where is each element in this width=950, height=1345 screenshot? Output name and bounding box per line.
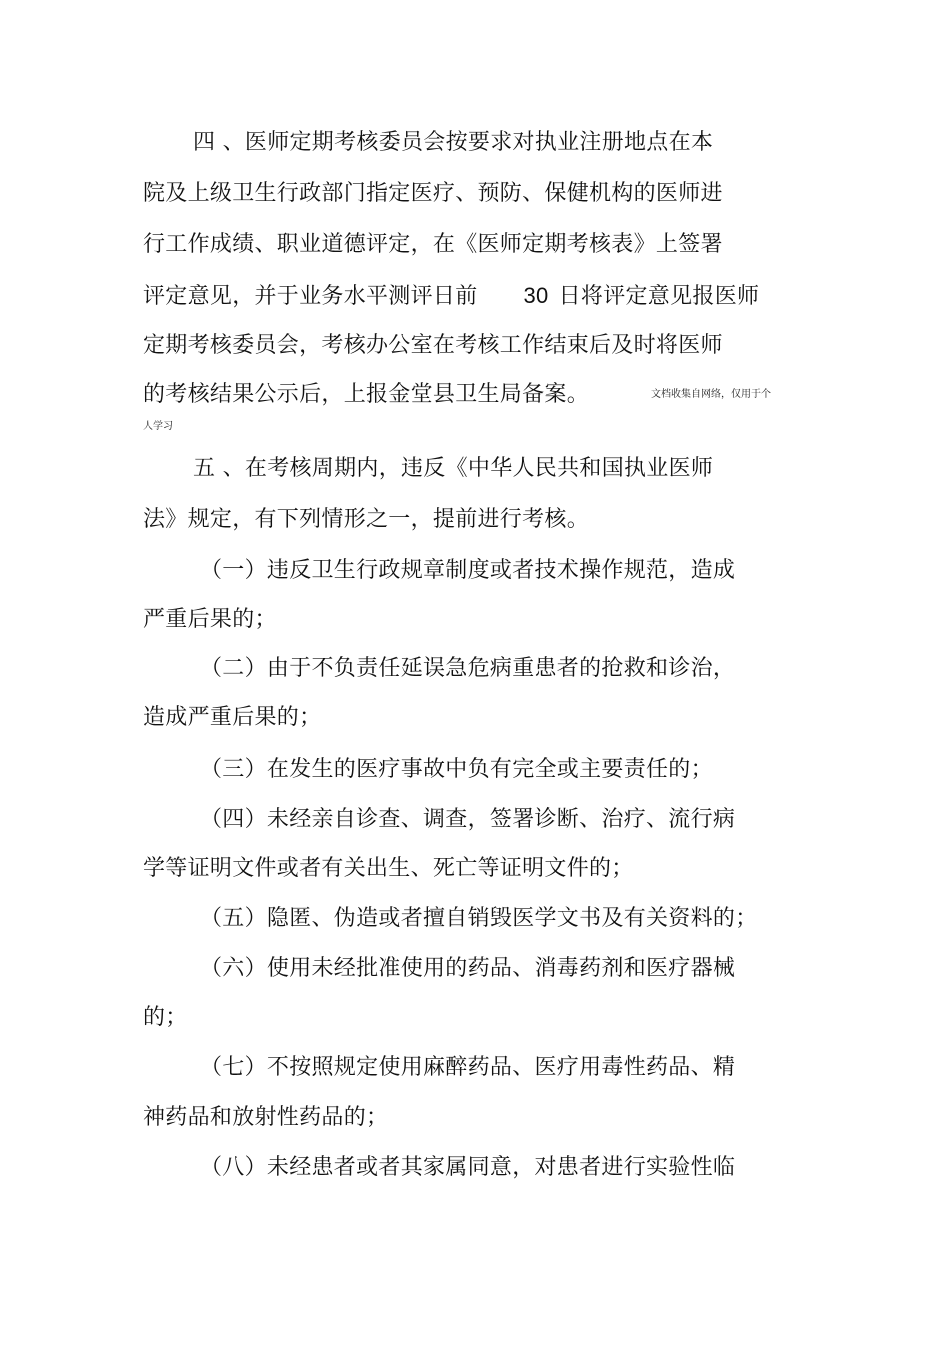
watermark-note: 人学习 — [143, 421, 173, 432]
watermark-note: 文档收集自网络，仅用于个 — [651, 389, 771, 400]
list-item-line: 造成严重后果的； — [143, 705, 322, 730]
list-item-line: 学等证明文件或者有关出生、死亡等证明文件的； — [143, 856, 634, 881]
list-item-line: （六）使用未经批准使用的药品、消毒药剂和医疗器械 — [200, 956, 736, 981]
paragraph-line: 院及上级卫生行政部门指定医疗、预防、保健机构的医师进 — [143, 181, 723, 206]
paragraph-line: 四 、医师定期考核委员会按要求对执业注册地点在本 — [193, 130, 714, 155]
list-item-line: 的； — [143, 1005, 188, 1030]
list-item-line: （二）由于不负责任延误急危病重患者的抢救和诊治， — [200, 656, 736, 681]
list-item-line: （五）隐匿、伪造或者擅自销毁医学文书及有关资料的； — [200, 906, 758, 931]
paragraph-text: 评定意见，并于业务水平测评日前 — [143, 284, 478, 309]
list-item-line: 严重后果的； — [143, 607, 277, 632]
paragraph-text: 日将评定意见报医师 — [558, 284, 760, 309]
paragraph-line — [143, 282, 759, 311]
list-item-line: （四）未经亲自诊查、调查，签署诊断、治疗、流行病 — [200, 807, 736, 832]
paragraph-line: 法》规定，有下列情形之一，提前进行考核。 — [143, 507, 590, 532]
list-item-line: 神药品和放射性药品的； — [143, 1105, 389, 1130]
paragraph-line: 行工作成绩、职业道德评定，在《医师定期考核表》上签署 — [143, 232, 723, 257]
paragraph-line: 定期考核委员会，考核办公室在考核工作结束后及时将医师 — [143, 333, 723, 358]
paragraph-line: 的考核结果公示后，上报金堂县卫生局备案。 — [143, 382, 590, 407]
list-item-line: （七）不按照规定使用麻醉药品、医疗用毒性药品、精 — [200, 1055, 736, 1080]
list-item-line: （一）违反卫生行政规章制度或者技术操作规范，造成 — [200, 558, 736, 583]
day-count: 30 — [523, 283, 549, 308]
list-item-line: （八）未经患者或者其家属同意，对患者进行实验性临 — [200, 1155, 736, 1180]
list-item-line: （三）在发生的医疗事故中负有完全或主要责任的； — [200, 757, 713, 782]
paragraph-line: 五 、在考核周期内，违反《中华人民共和国执业医师 — [193, 456, 714, 481]
